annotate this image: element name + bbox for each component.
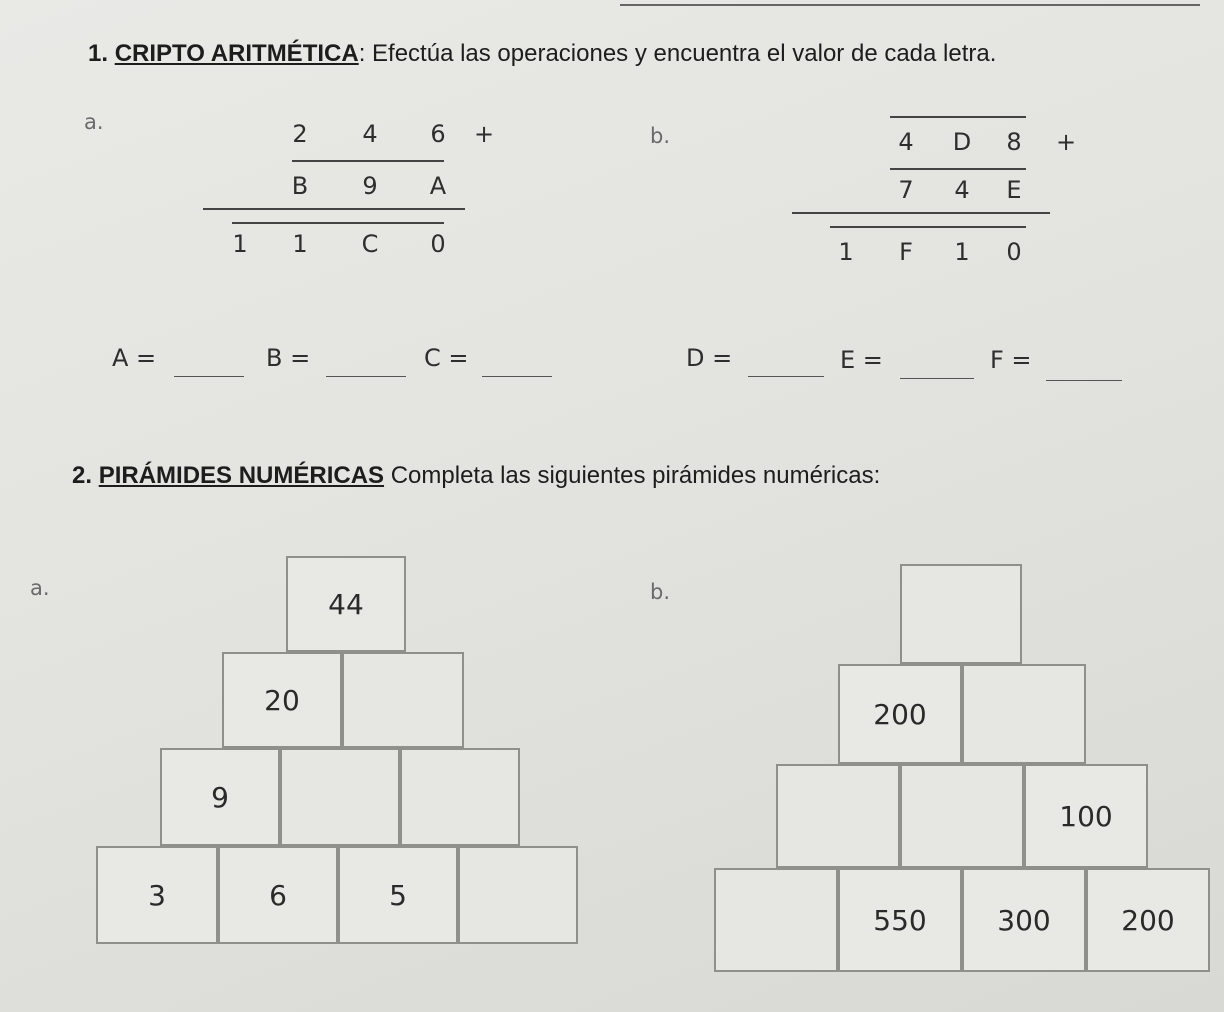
answer-b-label: B =	[266, 344, 311, 372]
answer-c-blank[interactable]	[482, 376, 552, 377]
pyramid-input-cell[interactable]	[714, 868, 838, 972]
divider	[830, 226, 1026, 228]
q2-heading	[72, 462, 880, 490]
digit: C	[361, 230, 379, 258]
pyramid-cell: 300	[962, 868, 1086, 972]
pyramid-input-cell[interactable]	[900, 564, 1022, 664]
pyramid-cell: 6	[218, 846, 338, 944]
pyramid-cell: 5	[338, 846, 458, 944]
pyramid-input-cell[interactable]	[776, 764, 900, 868]
answer-e-blank[interactable]	[900, 378, 974, 379]
pyramid-cell: 200	[1086, 868, 1210, 972]
digit: 7	[898, 176, 914, 204]
digit: B	[291, 172, 309, 200]
pyramid-cell: 44	[286, 556, 406, 652]
digit: 0	[1006, 238, 1022, 266]
answer-e-label: E =	[840, 346, 883, 374]
pyramid-input-cell[interactable]	[962, 664, 1086, 764]
answer-a-label: A =	[112, 344, 157, 372]
digit: 1	[838, 238, 854, 266]
sum-line	[203, 208, 465, 210]
divider	[890, 116, 1026, 118]
pyramid-input-cell[interactable]	[280, 748, 400, 846]
digit: 4	[954, 176, 970, 204]
q2-a-label: a.	[30, 576, 50, 600]
divider	[292, 160, 444, 162]
q1-a-label: a.	[84, 110, 104, 134]
answer-b-blank[interactable]	[326, 376, 406, 377]
digit: 1	[954, 238, 970, 266]
digit: 8	[1006, 128, 1022, 156]
answer-f-label: F =	[990, 346, 1032, 374]
digit: 1	[292, 230, 308, 258]
digit: 4	[898, 128, 914, 156]
pyramid-input-cell[interactable]	[400, 748, 520, 846]
digit: 1	[232, 230, 248, 258]
q1-title: CRIPTO ARITMÉTICA	[114, 40, 359, 67]
digit: 0	[430, 230, 446, 258]
digit: 4	[362, 120, 378, 148]
q1-instruction: : Efectúa las operaciones y encuentra el valor de cada letra.	[358, 40, 997, 67]
plus-sign: +	[1055, 128, 1077, 156]
pyramid-cell: 200	[838, 664, 962, 764]
pyramid-cell: 9	[160, 748, 280, 846]
answer-c-label: C =	[424, 344, 469, 372]
digit: 6	[430, 120, 446, 148]
q2-b-label: b.	[650, 580, 671, 604]
q1-b-label: b.	[650, 124, 671, 148]
q2-number: 2.	[72, 462, 93, 489]
pyramid-input-cell[interactable]	[458, 846, 578, 944]
sum-line	[792, 212, 1050, 214]
answer-d-label: D =	[686, 344, 733, 372]
digit: 2	[292, 120, 308, 148]
digit: D	[952, 128, 972, 156]
pyramid-input-cell[interactable]	[900, 764, 1024, 868]
pyramid-cell: 100	[1024, 764, 1148, 868]
q1-heading	[88, 40, 996, 68]
pyramid-cell: 20	[222, 652, 342, 748]
answer-a-blank[interactable]	[174, 376, 244, 377]
pyramid-cell: 550	[838, 868, 962, 972]
digit: E	[1006, 176, 1022, 204]
digit: F	[899, 238, 913, 266]
pyramid-cell: 3	[96, 846, 218, 944]
divider	[232, 222, 444, 224]
q1-number: 1.	[88, 40, 109, 67]
digit: A	[429, 172, 447, 200]
answer-d-blank[interactable]	[748, 376, 824, 377]
q2-title: PIRÁMIDES NUMÉRICAS	[98, 462, 385, 489]
pyramid-input-cell[interactable]	[342, 652, 464, 748]
q2-instruction: Completa las siguientes pirámides numéricas:	[384, 462, 881, 489]
divider	[890, 168, 1026, 170]
plus-sign: +	[473, 120, 495, 148]
digit: 9	[362, 172, 378, 200]
paper-top-edge	[620, 4, 1200, 6]
answer-f-blank[interactable]	[1046, 380, 1122, 381]
